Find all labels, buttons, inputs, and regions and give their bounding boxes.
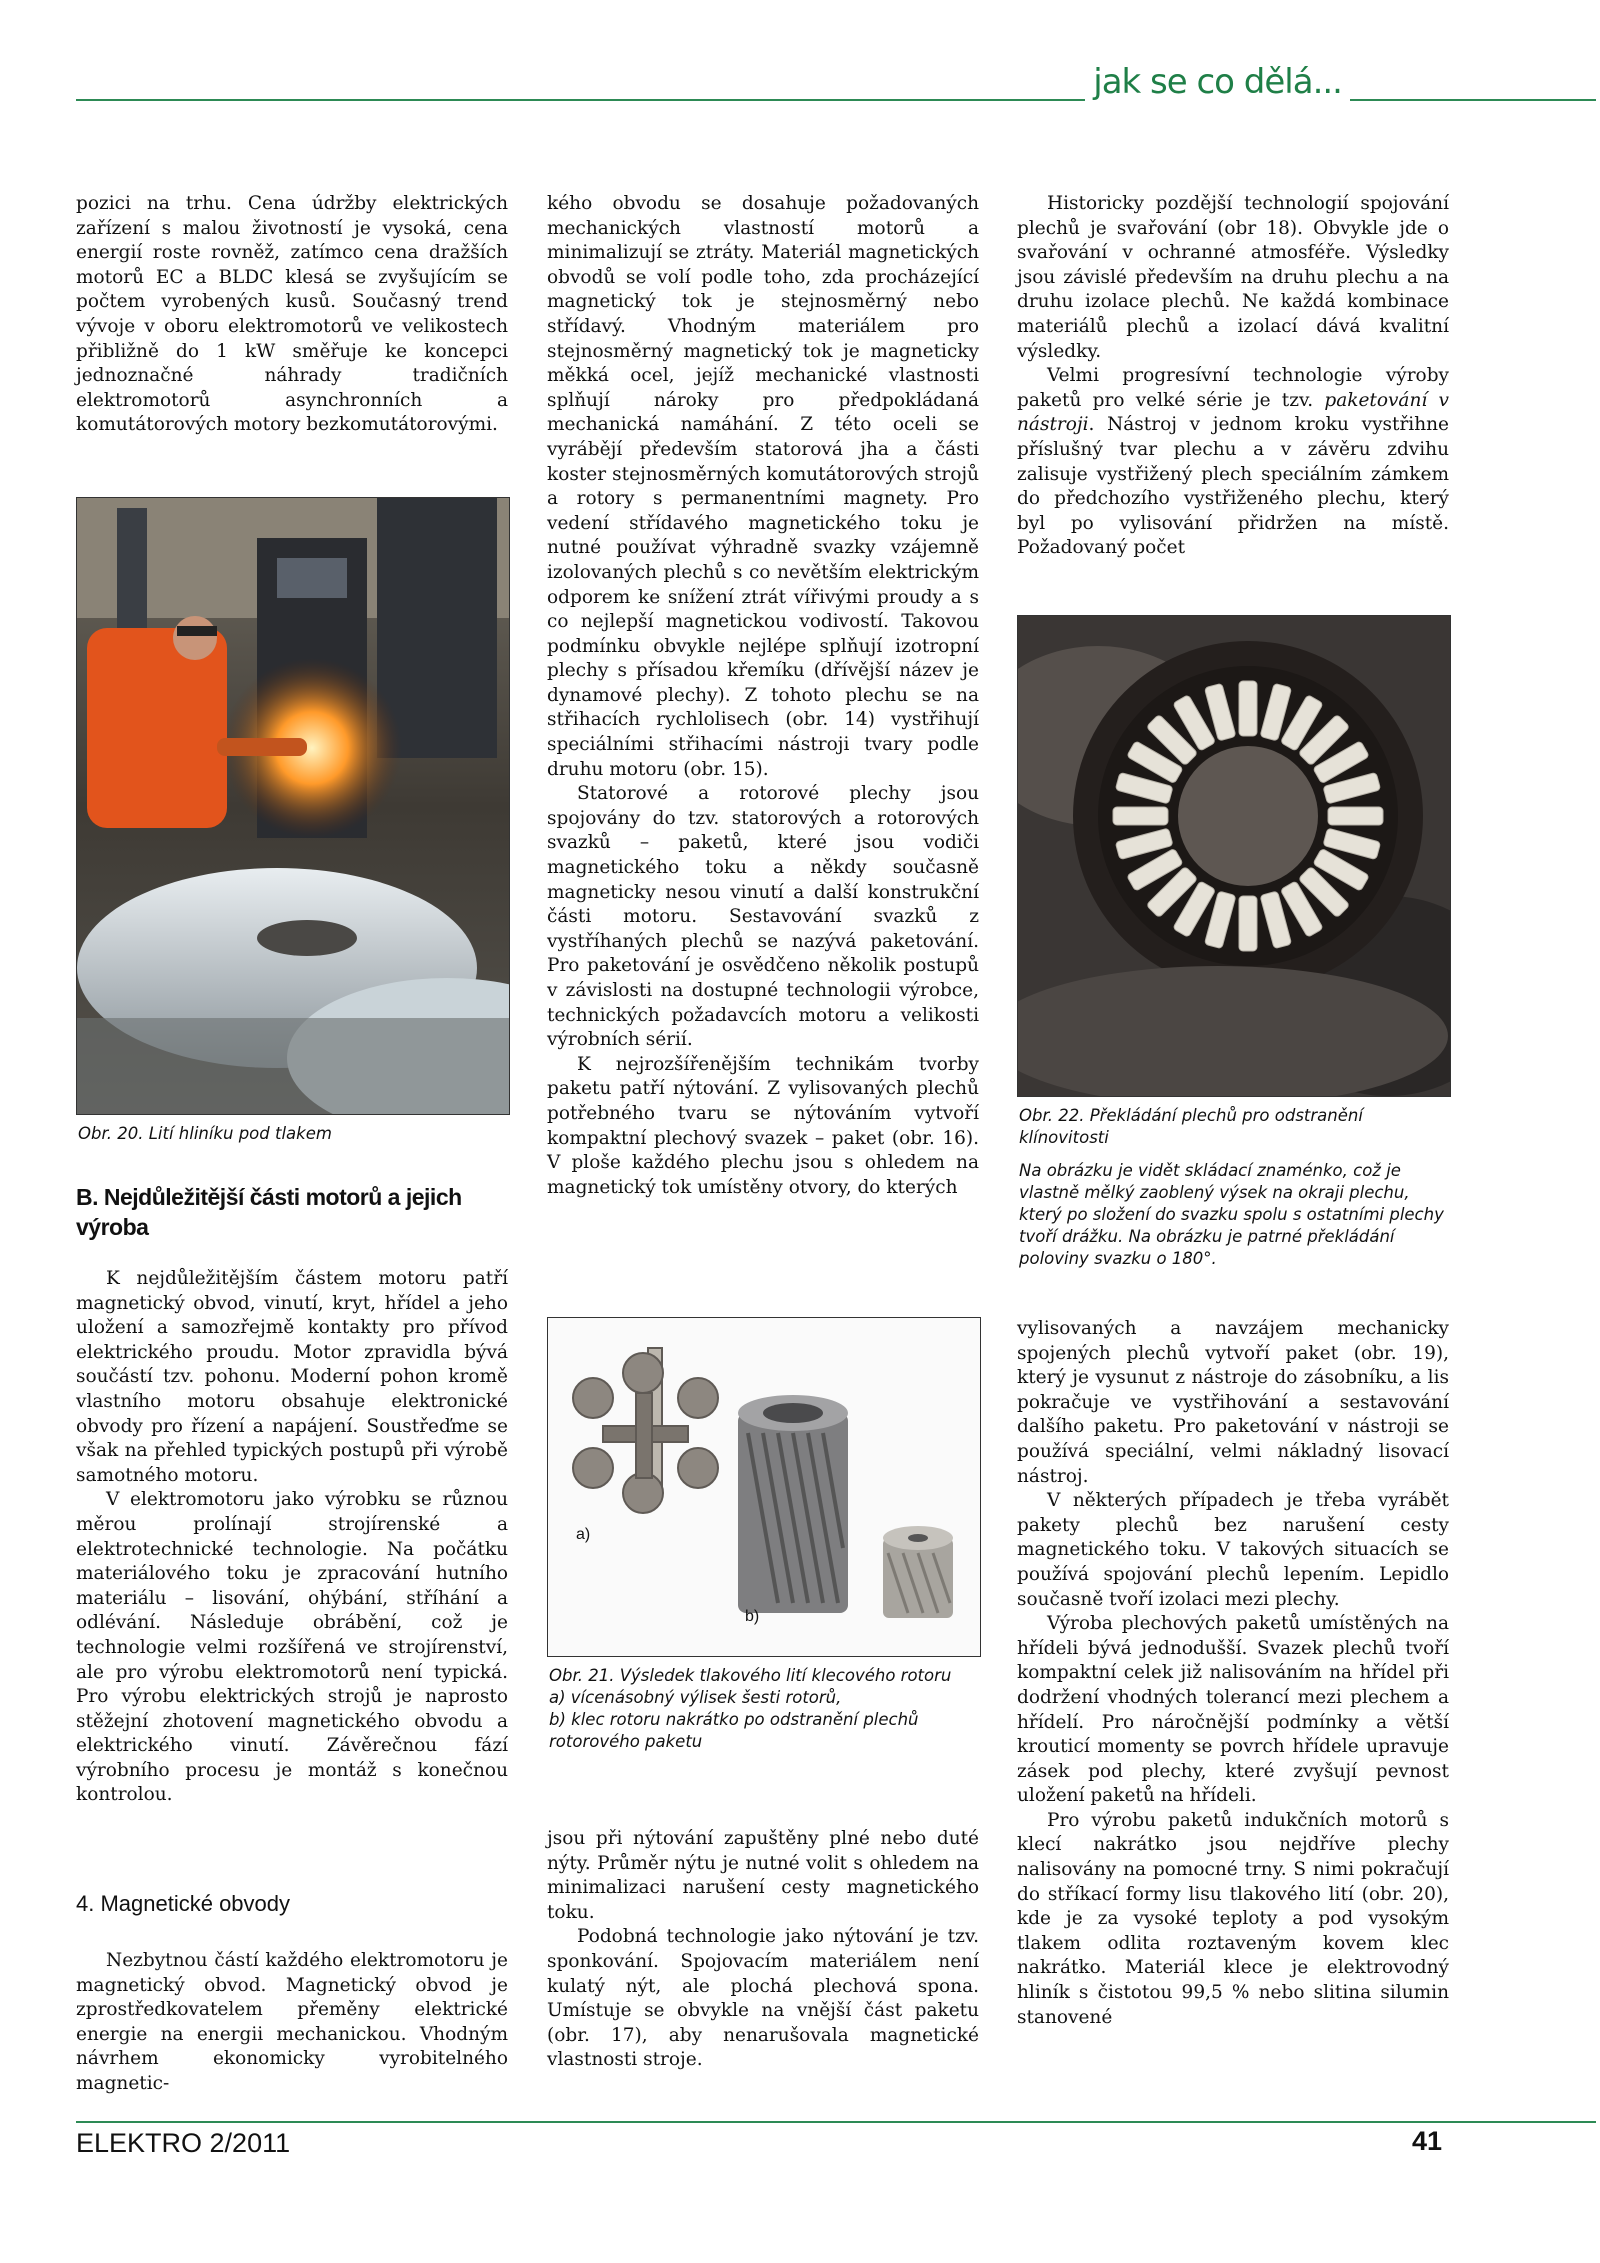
para-b1: K nejdůležitějším částem motoru patří magnetický obvod, vinutí, kryt, hřídel a jeho uložení a samozřejmě kontakty pro přívod elektrického proudu. Motor zpravidla bývá součástí tzv. pohonu. Moderní pohon kromě vlastního motoru obsahuje elektronické obvody pro řízení a napájení. Soustřeďme se však na přehled typických postupů při výrobě samotného motoru. xyxy=(76,1268,508,1486)
heading-b: B. Nejdůležitější části motorů a jejich výroba xyxy=(76,1184,462,1240)
fig21-caption xyxy=(549,1665,979,1753)
col3-para-4: V některých případech je třeba vyrábět pakety plechů bez narušení cesty magnetického toku. V takových situacích se používá spojování plechů lepením. Lepidlo současně tvoří izolaci mezi plechy. xyxy=(1017,1490,1449,1610)
column1-intro xyxy=(76,192,508,438)
column3-bottom xyxy=(1017,1317,1449,2030)
col2-para-3: K nejrozšířenějším technikám tvorby paketu patří nýtování. Z vylisovaných plechů potřebného tvaru se nýtováním vytvoří kompaktní plechový svazek – paket (obr. 16). V ploše každého plechu jsou s ohledem na magnetický tok umístěny otvory, do kterých xyxy=(547,1053,979,1198)
stator-stack-image xyxy=(1018,616,1450,1096)
fig22-note: Na obrázku je vidět skládací znaménko, což je vlastně mělký zaoblený výsek na okraji plechu, který po složení do svazku spolu s ostatními plechy tvoří drážku. Na obrázku je patrné překládání poloviny svazku o 180°. xyxy=(1019,1161,1444,1268)
col3-para-2-post: . Nástroj v jednom kroku vystřihne příslušný tvar plechu a v závěru zdvihu zalisuje vystřižený plech speciálním zámkem do předchozího vystřiženého plechu, který byl po vylisování přidržen na místě. Požadovaný počet xyxy=(1017,414,1449,559)
fig21-caption-b: b) klec rotoru nakrátko po odstranění plechů rotorového paketu xyxy=(549,1710,919,1751)
col3-para-3: vylisovaných a navzájem mechanicky spojených plechů vytvoří paket (obr. 19), který je vysunut z nástroje do zásobníku, a lis pokračuje ve vystřihování a sestavování dalšího paketu. Pro paketování v nástroji se používá speciální, velmi nákladný lisovací nástroj. xyxy=(1017,1318,1449,1487)
footer-rule xyxy=(76,2121,1596,2123)
fig21-caption-title: Obr. 21. Výsledek tlakového lití klecového rotoru xyxy=(549,1666,952,1685)
fig21-label-a: a) xyxy=(576,1526,591,1543)
fig22-caption-title: Obr. 22. Překládání plechů pro odstranění klínovitosti xyxy=(1019,1106,1363,1147)
column1-section-b xyxy=(76,1267,508,1808)
fig21-caption-a: a) vícenásobný výlisek šesti rotorů, xyxy=(549,1688,842,1707)
fig21-photo xyxy=(547,1317,981,1657)
para-4: Nezbytnou částí každého elektromotoru je magnetický obvod. Magnetický obvod je zprostředkovatelem přeměny elektrické energie na energii mechanickou. Vhodným návrhem ekonomicky vyrobitelného magnetic- xyxy=(76,1950,508,2094)
fig20-caption: Obr. 20. Lití hliníku pod tlakem xyxy=(78,1124,332,1143)
fig21-label-b: b) xyxy=(745,1608,760,1625)
col3-para-6: Pro výrobu paketů indukčních motorů s klecí nakrátko jsou nejdříve plechy nalisovány na pomocné trny. S nimi pokračují do stříkací formy lisu tlakového lití (obr. 20), kde je za vysoké teploty a pod vysokým tlakem odlita roztaveným kovem klec nakrátko. Materiál klece je elektrovodný hliník s čistotou 99,5 % nebo slitina silumin stanovené xyxy=(1017,1809,1449,2028)
cage-rotor xyxy=(738,1395,848,1613)
column2-bottom xyxy=(547,1827,979,2073)
col3-para-1: Historicky pozdější technologií spojování plechů je svařování (obr 18). Obvykle jde o svařování v ochranné atmosféře. Výsledky jsou závislé především na druhu plechu a na druhu izolace plechů. Ne každá kombinace materiálů plechů a izolací dává kvalitní výsledky. xyxy=(1017,193,1449,362)
aluminium-casting-image xyxy=(77,498,509,1114)
col2-para-2: Statorové a rotorové plechy jsou spojovány do tzv. statorových a rotorových svazků – paketů, které jsou vodiči magnetického toku a někdy současně magneticky nesou vinutí a další konstrukční části motoru. Sestavování svazků z vystříhaných plechů se nazývá paketování. Pro paketování je osvědčeno několik postupů v závislosti na dostupné technologii výrobce, technických požadavcích motoru a velikosti výrobních sérií. xyxy=(547,783,979,1051)
col3-para-5: Výroba plechových paketů umístěných na hřídeli bývá jednodušší. Svazek plechů tvoří kompaktní celek již nalisováním na hřídel při dodržení vhodných tolerancí mezi plechem a hřídelí. Pro náročnější podmínky a větší krouticí momenty se povrch hřídele upravuje zásek pod plechy, které zvyšují pevnost uložení paketů na hřídeli. xyxy=(1017,1613,1449,1807)
intro-paragraph: pozici na trhu. Cena údržby elektrických zařízení s malou životností je vysoká, cena energií roste rovněž, zatímco cena dražších motorů EC a BLDC klesá se zvyšujícím se počtem vyrobených kusů. Současný trend vývoje v oboru elektromotorů ve velikostech přibližně do 1 kW směřuje ke koncepci jednoznačné náhrady tradičních elektromotorů asynchronních a komutátorových motory bezkomutátorovými. xyxy=(76,193,508,436)
col2-para-4: jsou při nýtování zapuštěny plné nebo duté nýty. Průměr nýtu je nutné volit s ohledem na minimalizaci narušení cesty magnetického toku. xyxy=(547,1828,979,1923)
col3-para-2-em: paketování v nástroji xyxy=(1017,389,1449,436)
section-title: jak se co dělá... xyxy=(1085,62,1350,102)
page-number: 41 xyxy=(1412,2126,1443,2156)
magazine-issue: ELEKTRO 2/2011 xyxy=(76,2128,291,2158)
column1-section-4 xyxy=(76,1949,508,2097)
column3-top xyxy=(1017,192,1449,561)
heading-4: 4. Magnetické obvody xyxy=(76,1891,291,1916)
para-b2: V elektromotoru jako výrobku se různou měrou prolínají strojírenské a elektrotechnické technologie. Na počátku materiálového toku je zpracování hutního materiálu – lisování, ohýbání, stříhání a odlévání. Následuje obrábění, což je technologie velmi rozšířená ve strojírenství, ale pro výrobu elektromotorů není typická. Pro výrobu elektrických strojů je naprosto stěžejní zhotovení magnetického obvodu a elektrického vinutí. Závěrečnou fází výrobního procesu je montáž s konečnou kontrolou. xyxy=(76,1489,508,1806)
fig22-photo xyxy=(1017,615,1451,1097)
fig22-caption xyxy=(1019,1105,1449,1149)
header-rule xyxy=(76,99,1596,101)
small-rotor xyxy=(883,1526,953,1618)
col2-para-5: Podobná technologie jako nýtování je tzv. sponkování. Spojovacím materiálem není kulatý nýt, ale plochá plechová spona. Umístuje se obvykle na vnější část paketu (obr. 17), aby nenarušovala magnetické vlastnosti stroje. xyxy=(547,1926,979,2071)
col3-para-2 xyxy=(1017,364,1449,561)
col2-para-1: kého obvodu se dosahuje požadovaných mechanických vlastností motorů a minimalizují se ztráty. Materiál magnetických obvodů se volí podle toho, zda procházející magnetický tok je stejnosměrný nebo střídavý. Vhodným materiálem pro stejnosměrný magnetický tok je magneticky měkká ocel, jejíž mechanické vlastnosti splňují nároky pro předpokládaná mechanická namáhání. Z této oceli se vyrábějí především statorová jha a části koster stejnosměrných komutátorových strojů a rotory s permanentními magnety. Pro vedení střídavého magnetického toku je nutné používat výhradně svazky vzájemně izolovaných plechů s co nevětším elektrickým odporem ke snížení ztrát vířivými proudy a s co nejlepší magnetickou vodivostí. Takovou podmínku obvykle nejlépe splňují izotropní plechy s přísadou křemíku (dřívější název je dynamové plechy). Z tohoto plechu se na střihacích rychlolisech (obr. 14) vystřihují speciálními střihacími nástroji tvary podle druhu motoru (obr. 15). xyxy=(547,193,979,780)
fig20-photo xyxy=(76,497,510,1115)
rotor-casting-image xyxy=(548,1318,980,1656)
column2-top xyxy=(547,192,979,1200)
col3-para-2-pre: Velmi progresívní technologie výroby paketů pro velké série je tzv. xyxy=(1017,365,1449,411)
